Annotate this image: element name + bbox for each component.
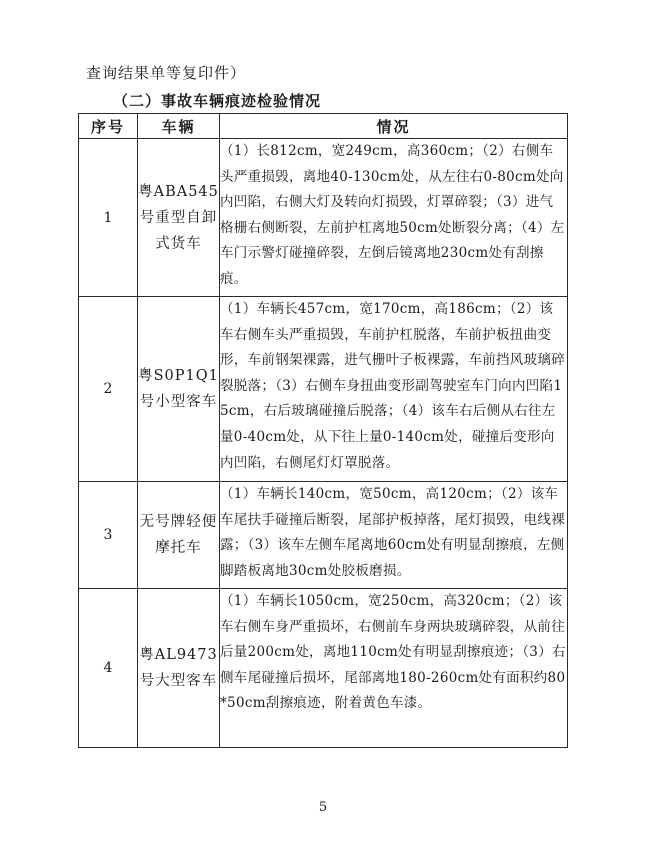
row-detail: （1）车辆长457cm，宽170cm，高186cm；（2）该车右侧车头严重损毁，车前护杠脱落，车前护板扭曲变形，车前钢架裸露，进气栅叶子板裸露，车前挡风玻璃碎裂脱落；（3）右侧车身扭曲变形副驾驶室车门向内凹陷15cm，右后玻璃碰撞后脱落；（4）该车右后侧从右往左量0-40cm处，从下往上量0-140cm处，碰撞后变形向内凹陷，右侧尾灯灯罩脱落。 [220, 297, 568, 482]
page-number: 5 [318, 800, 328, 815]
row-number: 3 [79, 482, 138, 589]
row-detail: （1）车辆长1050cm，宽250cm，高320cm；（2）该车右侧车身严重损坏，右侧前车身两块玻璃碎裂，从前往后量200cm处，离地110cm处有明显刮擦痕迹；（3）右侧车尾碰撞后损坏，尾部离地180-260cm处有面积约80*50cm刮擦痕迹，附着黄色车漆。 [220, 589, 568, 748]
row-detail: （1）车辆长140cm，宽50cm，高120cm；（2）该车车尾扶手碰撞后断裂，尾部护板掉落，尾灯损毁，电线裸露；（3）该车左侧车尾离地60cm处有明显刮擦痕，左侧脚踏板离地30cm处胶板磨损。 [220, 482, 568, 589]
table-row [79, 139, 568, 297]
header-detail: 情况 [220, 114, 568, 139]
header-number: 序号 [79, 114, 138, 139]
section-title: （二）事故车辆痕迹检验情况 [113, 92, 322, 110]
vehicle-inspection-table [78, 113, 568, 748]
row-number: 1 [79, 139, 138, 297]
row-vehicle: 粤ABA545号重型自卸式货车 [138, 139, 220, 297]
header-vehicle: 车辆 [138, 114, 220, 139]
row-vehicle: 粤S0P1Q1号小型客车 [138, 297, 220, 482]
continuation-text: 查询结果单等复印件） [86, 64, 247, 82]
table-row [79, 482, 568, 589]
row-number: 4 [79, 589, 138, 748]
table-row [79, 297, 568, 482]
row-vehicle: 无号牌轻便摩托车 [138, 482, 220, 589]
row-vehicle: 粤AL9473号大型客车 [138, 589, 220, 748]
table-header-row [79, 114, 568, 139]
table-row [79, 589, 568, 748]
row-number: 2 [79, 297, 138, 482]
row-detail: （1）长812cm，宽249cm，高360cm；（2）右侧车头严重损毁，离地40-130cm处，从左往右0-80cm处向内凹陷，右侧大灯及转向灯损毁，灯罩碎裂；（3）进气格栅右侧断裂，左前护杠离地50cm处断裂分离；（4）左车门示警灯碰撞碎裂，左倒后镜离地230cm处有刮擦痕。 [220, 139, 568, 297]
